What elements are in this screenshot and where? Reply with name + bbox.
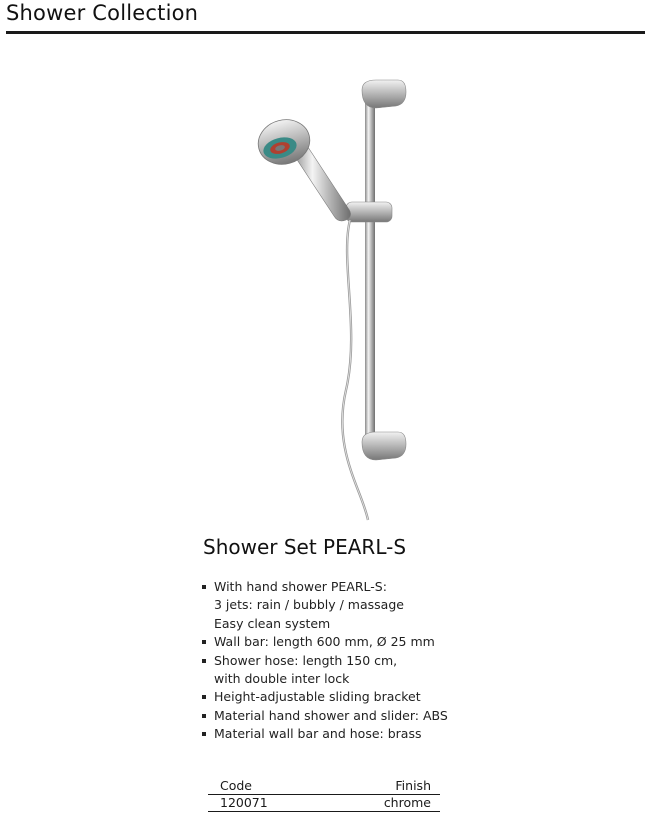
bottom-bracket (362, 432, 406, 460)
feature-item: Shower hose: length 150 cm, with double inter lock (202, 652, 448, 689)
product-title: Shower Set PEARL-S (203, 535, 407, 559)
feature-item: With hand shower PEARL-S: 3 jets: rain / bubbly / massage Easy clean system (202, 578, 448, 633)
header-title: Shower Collection (6, 1, 199, 25)
feature-item: Material hand shower and slider: ABS (202, 707, 448, 725)
code-column-header: Code (220, 778, 253, 793)
spec-table-header (208, 778, 440, 795)
top-bracket (362, 80, 406, 108)
table-row (208, 795, 440, 812)
feature-item: Height-adjustable sliding bracket (202, 688, 448, 706)
spec-table (208, 778, 440, 812)
feature-item: Wall bar: length 600 mm, Ø 25 mm (202, 633, 448, 651)
wall-bar (365, 95, 375, 455)
shower-hose (342, 220, 368, 520)
feature-item: Material wall bar and hose: brass (202, 725, 448, 743)
header-rule (6, 31, 645, 34)
feature-list (202, 578, 448, 744)
shower-set-image (250, 70, 420, 530)
slider-bracket (346, 202, 392, 222)
finish-cell: chrome (383, 795, 431, 810)
finish-column-header: Finish (395, 778, 431, 793)
code-cell: 120071 (220, 795, 268, 810)
